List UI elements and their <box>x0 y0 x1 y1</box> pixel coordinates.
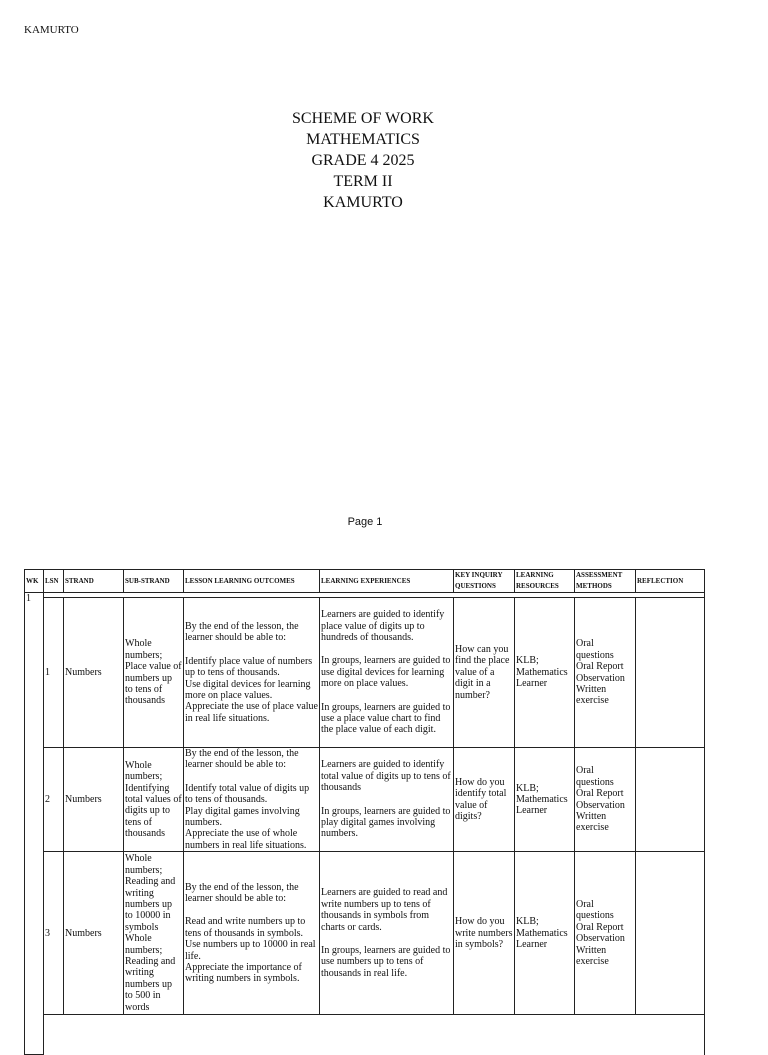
table-row <box>25 748 705 852</box>
resources-cell: KLB; Mathematics Learner <box>515 852 575 1015</box>
experience-item: In groups, learners are guided to use numbers up to tens of thousands in real life. <box>321 944 451 979</box>
outcomes-cell <box>184 598 320 748</box>
title-line: KAMURTO <box>323 194 403 211</box>
continued-cell <box>44 1015 705 1055</box>
col-header: REFLECTION <box>636 570 705 593</box>
reflection-cell <box>636 852 705 1015</box>
experience-item: In groups, learners are guided to play digital games involving numbers. <box>321 805 451 840</box>
strand-cell: Numbers <box>64 852 124 1015</box>
resources-cell: KLB; Mathematics Learner <box>515 748 575 852</box>
header-school: KAMURTO <box>24 24 79 36</box>
table-row <box>25 852 705 1015</box>
experience-item: Learners are guided to read and write numbers up to tens of thousands in symbols from charts or cards. <box>321 887 448 933</box>
outcomes-intro: By the end of the lesson, the learner should be able to: <box>185 881 299 905</box>
header-row <box>25 570 705 593</box>
sub-strand-cell: Whole numbers; Reading and writing numbers up to 10000 in symbols Whole numbers; Reading and writing numbers up to 500 in words <box>124 852 184 1015</box>
col-header: LSN <box>44 570 64 593</box>
strand-cell: Numbers <box>64 598 124 748</box>
col-header: KEY INQUIRY QUESTIONS <box>454 570 515 593</box>
experience-item: In groups, learners are guided to use digital devices for learning more on place values. <box>321 655 451 690</box>
question-cell: How do you write numbers in symbols? <box>454 852 515 1015</box>
outcomes-cell <box>184 852 320 1015</box>
col-header: LEARNING EXPERIENCES <box>320 570 454 593</box>
sub-strand-cell: Whole numbers; Place value of numbers up to tens of thousands <box>124 598 184 748</box>
page-number: Page 1 <box>347 516 383 528</box>
resources-cell: KLB; Mathematics Learner <box>515 598 575 748</box>
outcomes-list: Identify place value of numbers up to tens of thousands. Use digital devices for learning more on place values. Appreciate the use of place value in real life situations. <box>185 655 318 724</box>
title-line: MATHEMATICS <box>306 131 420 148</box>
sub-strand-cell: Whole numbers; Identifying total values of digits up to tens of thousands <box>124 748 184 852</box>
assessment-cell: Oral questions Oral Report Observation Written exercise <box>575 598 636 748</box>
title-line: TERM II <box>333 173 393 190</box>
experience-item: In groups, learners are guided to use a place value chart to find the place value of each digit. <box>321 701 451 736</box>
experience-item: Learners are guided to identify place value of digits up to hundreds of thousands. <box>321 609 445 643</box>
outcomes-cell <box>184 748 320 852</box>
col-header: STRAND <box>64 570 124 593</box>
lsn-cell: 2 <box>44 748 64 852</box>
experiences-cell <box>320 598 454 748</box>
outcomes-intro: By the end of the lesson, the learner should be able to: <box>185 620 299 644</box>
experiences-cell <box>320 748 454 852</box>
title-line: GRADE 4 2025 <box>311 152 415 169</box>
col-header: LEARNING RESOURCES <box>515 570 575 593</box>
assessment-cell: Oral questions Oral Report Observation Written exercise <box>575 748 636 852</box>
title-line: SCHEME OF WORK <box>292 110 434 127</box>
outcomes-intro: By the end of the lesson, the learner should be able to: <box>185 748 299 771</box>
col-header: ASSESSMENT METHODS <box>575 570 636 593</box>
lsn-cell: 3 <box>44 852 64 1015</box>
experience-item: Learners are guided to identify total value of digits up to tens of thousands <box>321 759 451 794</box>
reflection-cell <box>636 748 705 852</box>
outcomes-list: Identify total value of digits up to tens of thousands. Play digital games involving numbers. Appreciate the use of whole numbers in real life situations. <box>185 782 310 851</box>
col-header: SUB-STRAND <box>124 570 184 593</box>
question-cell: How do you identify total value of digits? <box>454 748 515 852</box>
document-title <box>0 108 726 213</box>
outcomes-list: Read and write numbers up to tens of thousands in symbols. Use numbers up to 10000 in real life. Appreciate the importance of writing numbers in symbols. <box>185 916 316 985</box>
col-header: LESSON LEARNING OUTCOMES <box>184 570 320 593</box>
table-row <box>25 598 705 748</box>
col-header: WK <box>25 570 44 593</box>
assessment-cell: Oral questions Oral Report Observation Written exercise <box>575 852 636 1015</box>
question-cell: How can you find the place value of a digit in a number? <box>454 598 515 748</box>
lsn-cell: 1 <box>44 598 64 748</box>
table-row-continued <box>25 1015 705 1055</box>
scheme-table <box>24 569 705 1055</box>
week-cell: 1 <box>25 593 44 1055</box>
strand-cell: Numbers <box>64 748 124 852</box>
reflection-cell <box>636 598 705 748</box>
experiences-cell <box>320 852 454 1015</box>
